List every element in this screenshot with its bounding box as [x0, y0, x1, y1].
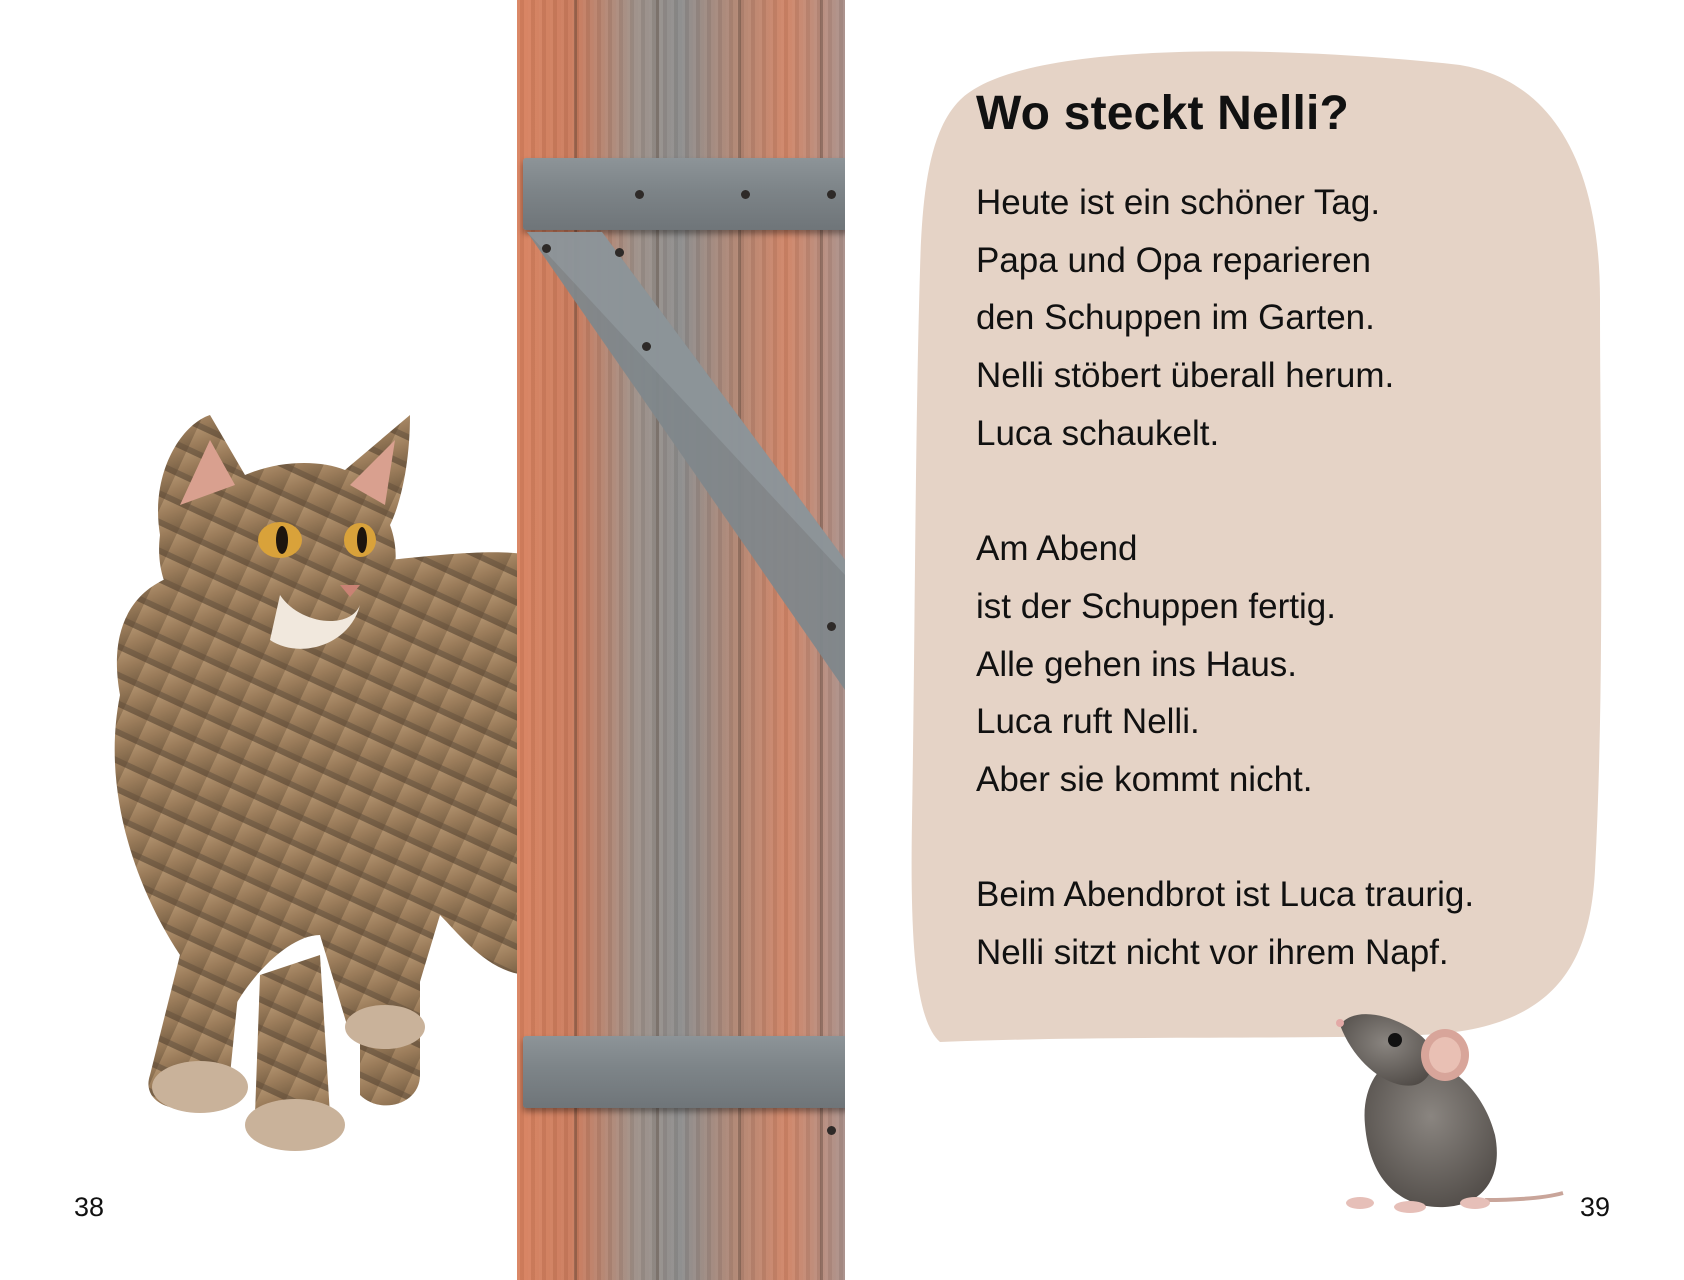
nail — [635, 190, 644, 199]
story-line: Papa und Opa reparieren — [976, 240, 1371, 280]
barn-door-image — [517, 0, 845, 1280]
story-line: Heute ist ein schöner Tag. — [976, 183, 1381, 222]
nail — [542, 244, 551, 253]
story-line: Aber sie kommt nicht. — [976, 759, 1313, 799]
story-line: Alle gehen ins Haus. — [976, 644, 1298, 684]
mouse-image — [1335, 1005, 1565, 1215]
nail — [642, 342, 651, 351]
story-line: Beim Abendbrot ist Luca traurig. — [976, 875, 1475, 915]
nail — [827, 1126, 836, 1135]
story-blank-line — [976, 462, 1474, 520]
story-line: Am Abend — [976, 529, 1138, 569]
cat-image — [60, 415, 530, 1205]
door-crossbar-bottom — [523, 1036, 845, 1108]
nail — [827, 190, 836, 199]
story-line: Nelli sitzt nicht vor ihrem Napf. — [976, 932, 1449, 972]
story-title: Wo steckt Nelli? — [976, 87, 1350, 140]
story-line: Luca ruft Nelli. — [976, 702, 1200, 742]
story-line: Nelli stöbert überall herum. — [976, 356, 1395, 396]
nail — [615, 248, 624, 257]
story-line: Luca schaukelt. — [976, 413, 1220, 453]
nail — [827, 622, 836, 631]
story-text — [976, 174, 1474, 982]
story-line: den Schuppen im Garten. — [976, 298, 1375, 338]
page-number-left: 38 — [74, 1192, 105, 1222]
nail — [741, 190, 750, 199]
story-blank-line — [976, 809, 1474, 867]
page-number-right: 39 — [1580, 1192, 1611, 1222]
story-line: ist der Schuppen fertig. — [976, 586, 1336, 626]
